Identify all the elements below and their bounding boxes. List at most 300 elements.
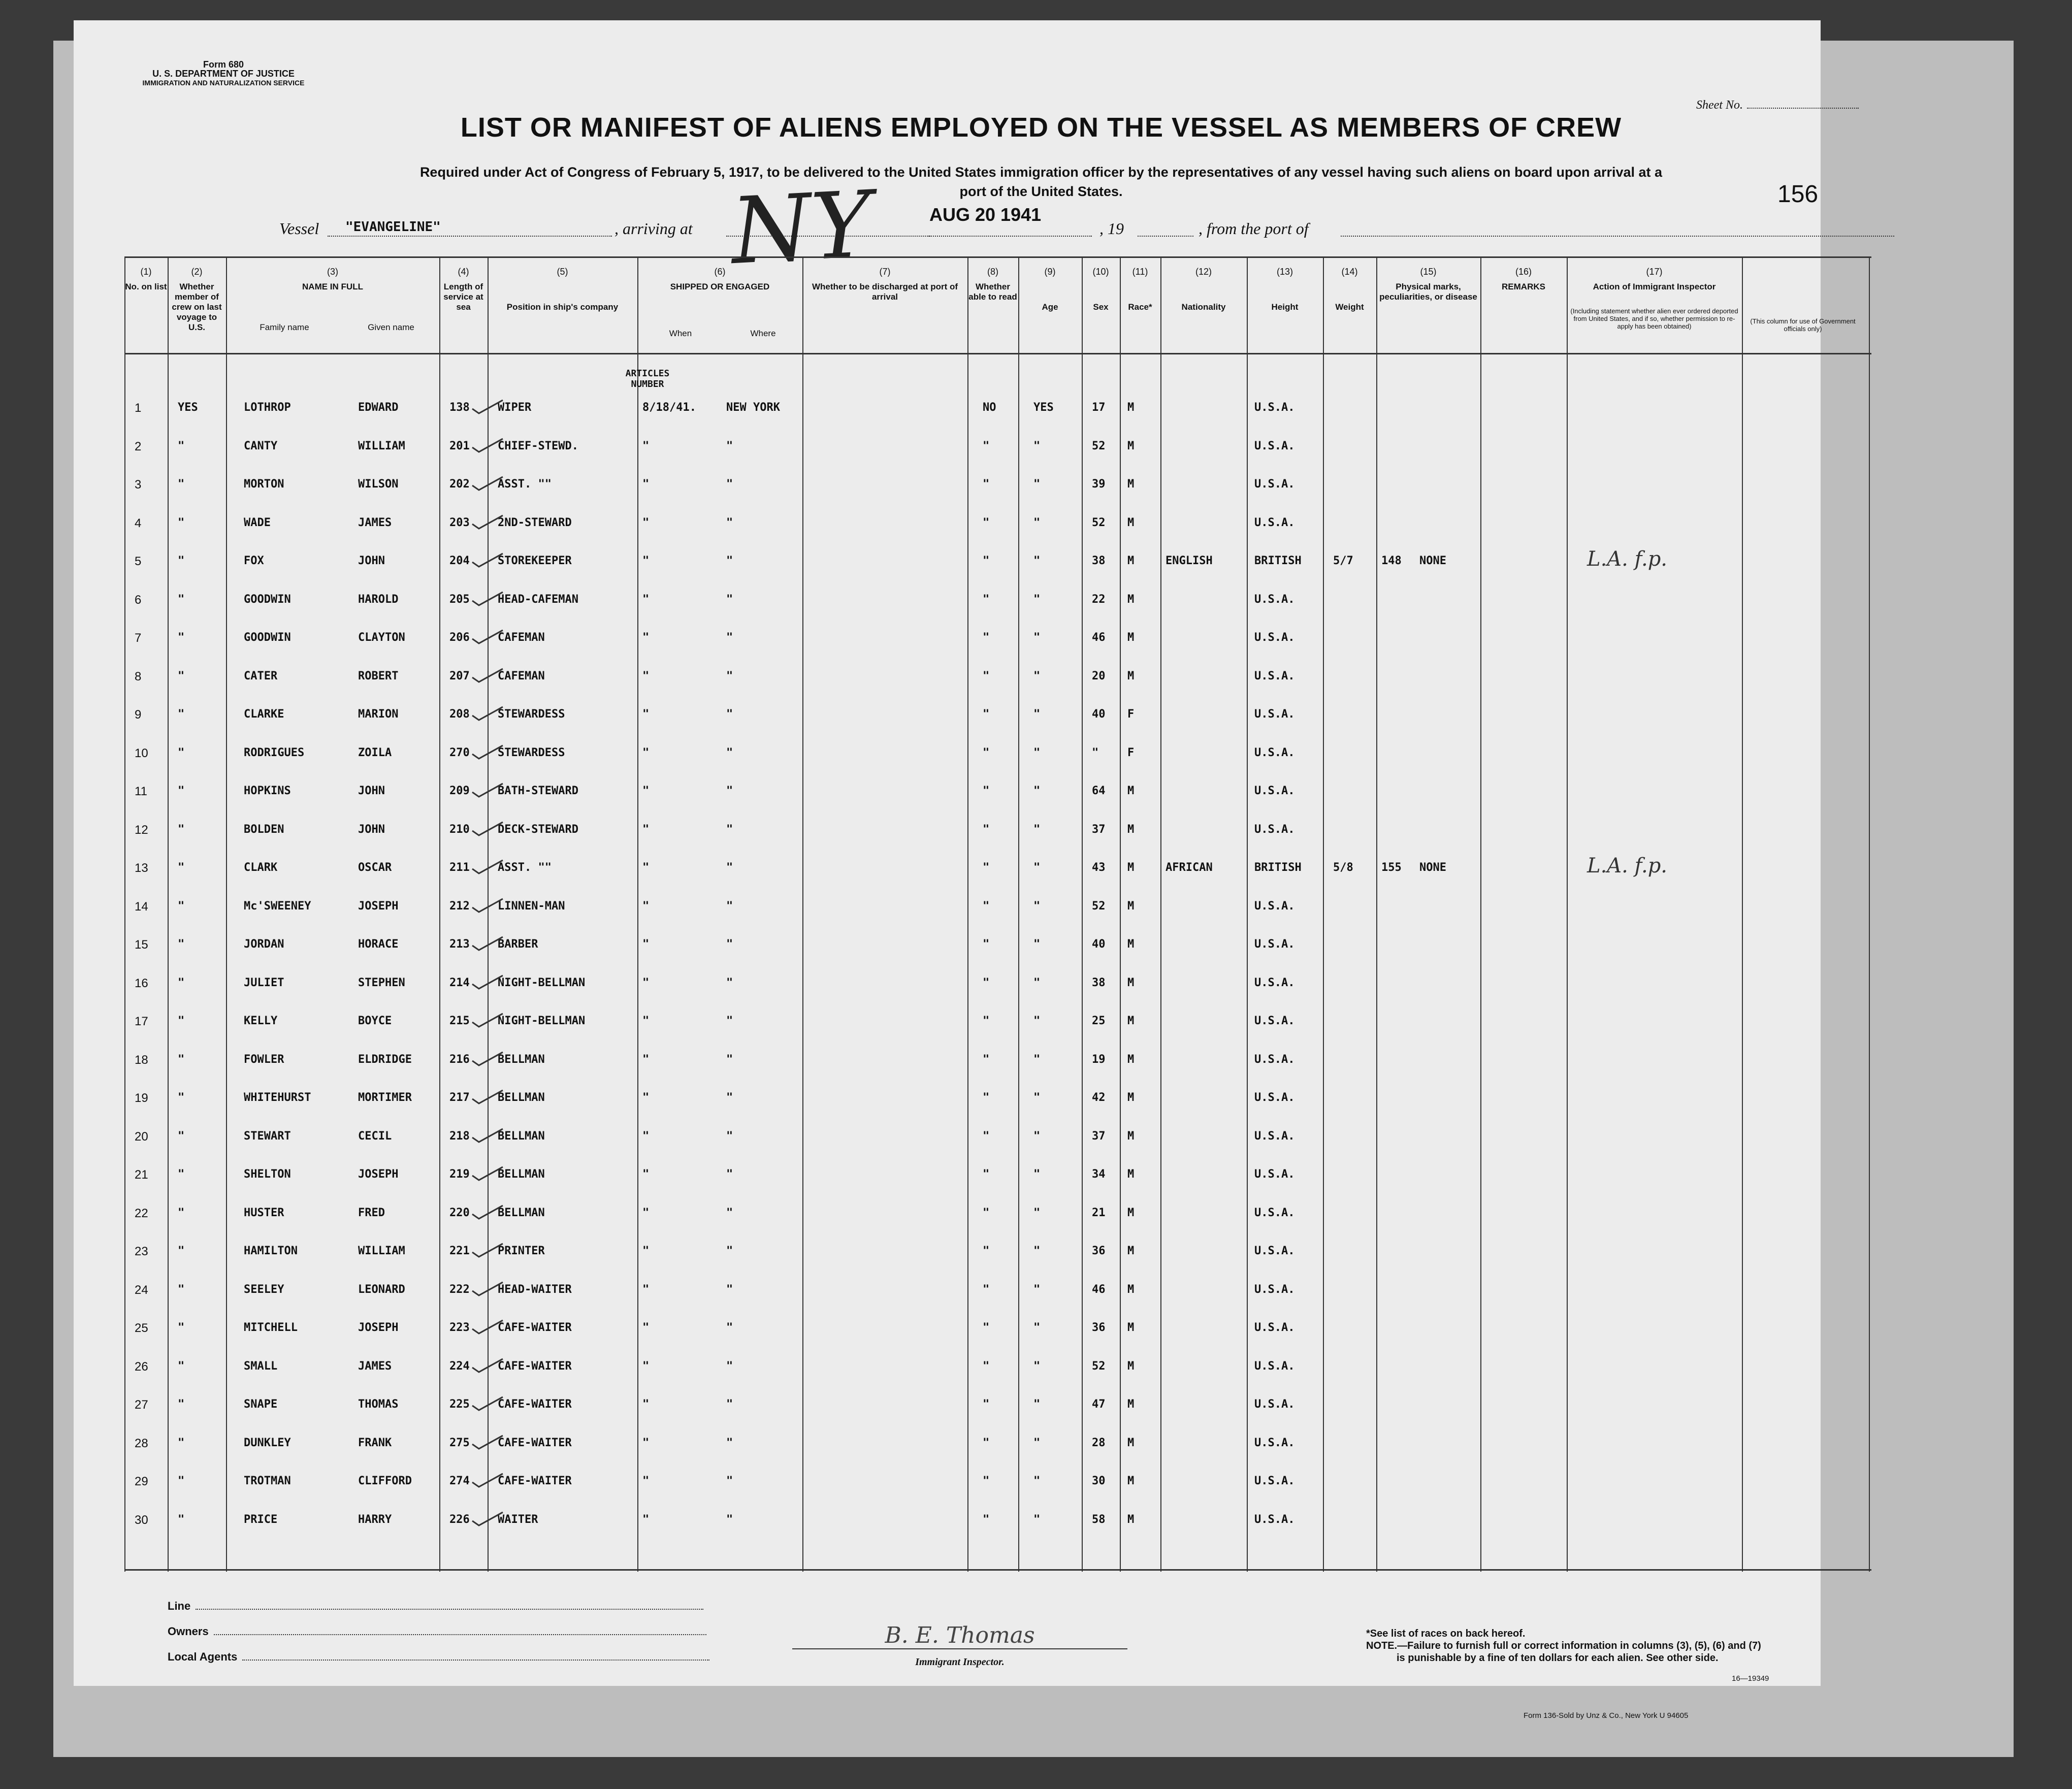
row-where: " (726, 1321, 733, 1334)
row-disch: " (983, 516, 990, 529)
vessel-label: Vessel (279, 219, 319, 238)
row-prev: " (178, 899, 185, 913)
row-read: " (1033, 746, 1041, 759)
row-disch: " (983, 708, 990, 721)
row-read: " (1033, 439, 1041, 452)
row-family: KELLY (244, 1015, 278, 1027)
row-disch: " (983, 669, 990, 682)
row-service: 205 (449, 593, 470, 606)
row-where: " (726, 1129, 733, 1143)
row-given: ELDRIDGE (358, 1053, 412, 1066)
row-service: 224 (449, 1359, 470, 1373)
row-given: JOSEPH (358, 899, 399, 913)
row-nat: BRITISH (1254, 555, 1302, 567)
check-mark (470, 1010, 505, 1030)
check-mark (470, 1508, 505, 1528)
row-sex: M (1127, 516, 1135, 529)
column-number: (6) (714, 267, 726, 277)
row-read: " (1033, 593, 1041, 606)
row-sex: M (1127, 1091, 1135, 1104)
row-service: 220 (449, 1206, 470, 1219)
given-name-header: Given name (368, 322, 414, 332)
row-read: " (1033, 1091, 1041, 1104)
agents-field (168, 1650, 709, 1664)
row-marks: NONE (1419, 555, 1446, 567)
row-age: 37 (1092, 1129, 1106, 1143)
service: IMMIGRATION AND NATURALIZATION SERVICE (142, 79, 305, 87)
row-prev: " (178, 516, 185, 529)
row-when: " (642, 899, 650, 913)
row-given: JOSEPH (358, 1321, 399, 1334)
row-no: 12 (135, 823, 148, 837)
row-where: " (726, 516, 733, 529)
row-given: JOHN (358, 823, 385, 836)
row-when: " (642, 593, 650, 606)
row-given: HAROLD (358, 593, 399, 606)
row-disch: " (983, 1513, 990, 1526)
row-age: 38 (1092, 555, 1106, 567)
row-sex: M (1127, 785, 1135, 797)
row-position: STEWARDESS (498, 746, 565, 759)
row-nat: U.S.A. (1254, 1283, 1295, 1296)
row-prev: " (178, 555, 185, 567)
row-nat: U.S.A. (1254, 1053, 1295, 1066)
check-mark (470, 895, 505, 915)
row-prev: " (178, 1513, 185, 1526)
row-given: BOYCE (358, 1015, 392, 1027)
row-no: 23 (135, 1245, 148, 1258)
row-prev: " (178, 1168, 185, 1181)
row-nat: U.S.A. (1254, 1091, 1295, 1104)
row-prev: " (178, 1475, 185, 1487)
column-number: (12) (1195, 267, 1212, 277)
row-read: " (1033, 938, 1041, 951)
row-disch: " (983, 1245, 990, 1257)
column-number: (10) (1092, 267, 1109, 277)
row-where: " (726, 938, 733, 951)
column-header: Whether member of crew on last voyage to U.S. (172, 282, 222, 332)
column-header: Action of Immigrant Inspector (1593, 282, 1716, 291)
row-no: 29 (135, 1475, 148, 1488)
row-weight: 148 (1381, 555, 1402, 567)
row-read: " (1033, 1245, 1041, 1257)
row-position: HEAD-WAITER (498, 1283, 572, 1296)
row-position: NIGHT-BELLMAN (498, 1015, 586, 1027)
row-position: BELLMAN (498, 1129, 545, 1143)
row-nat: U.S.A. (1254, 631, 1295, 644)
row-read: " (1033, 1283, 1041, 1296)
row-disch: " (983, 1283, 990, 1296)
row-no: 21 (135, 1168, 148, 1182)
column-number: (5) (557, 267, 568, 277)
row-position: ASST. "" (498, 478, 552, 491)
row-position: CAFE-WAITER (498, 1398, 572, 1411)
row-when: " (642, 1091, 650, 1104)
row-prev: " (178, 785, 185, 797)
row-age: 42 (1092, 1091, 1106, 1104)
row-service: 215 (449, 1015, 470, 1027)
owners-label: Owners (168, 1625, 209, 1638)
row-age: 25 (1092, 1015, 1106, 1027)
column-number: (1) (140, 267, 152, 277)
row-disch: " (983, 746, 990, 759)
when-header: When (669, 329, 692, 338)
row-read: " (1033, 555, 1041, 567)
row-sex: M (1127, 938, 1135, 951)
check-mark (470, 1048, 505, 1068)
row-nat: U.S.A. (1254, 593, 1295, 606)
row-read: " (1033, 823, 1041, 836)
row-given: MORTIMER (358, 1091, 412, 1104)
check-mark (470, 1086, 505, 1107)
column-number: (4) (458, 267, 469, 277)
penalty-note-2: is punishable by a fine of ten dollars for each alien. See other side. (1397, 1652, 1719, 1664)
check-mark (470, 971, 505, 992)
row-position: BELLMAN (498, 1168, 545, 1181)
row-read: " (1033, 1206, 1041, 1219)
row-family: LOTHROP (244, 401, 291, 414)
row-family: MITCHELL (244, 1321, 298, 1334)
row-family: RODRIGUES (244, 746, 305, 759)
row-age: 36 (1092, 1245, 1106, 1257)
row-no: 30 (135, 1513, 148, 1527)
row-given: THOMAS (358, 1398, 399, 1411)
row-family: WHITEHURST (244, 1091, 311, 1104)
row-age: 52 (1092, 516, 1106, 529)
row-sex: M (1127, 1015, 1135, 1027)
row-disch: " (983, 1091, 990, 1104)
row-read: " (1033, 1015, 1041, 1027)
row-age: 36 (1092, 1321, 1106, 1334)
row-when: 8/18/41. (642, 401, 696, 414)
row-disch: " (983, 1206, 990, 1219)
column-header: No. on list (125, 282, 167, 291)
form-number: Form 680 (203, 59, 244, 70)
row-age: 20 (1092, 669, 1106, 682)
check-mark (470, 779, 505, 800)
row-nat: U.S.A. (1254, 439, 1295, 452)
row-no: 10 (135, 746, 148, 760)
row-disch: " (983, 1129, 990, 1143)
row-position: CAFE-WAITER (498, 1359, 572, 1373)
row-disch: " (983, 785, 990, 797)
row-where: " (726, 669, 733, 682)
row-given: JAMES (358, 516, 392, 529)
row-sex: M (1127, 669, 1135, 682)
printer-credit: Form 136-Sold by Unz & Co., New York U 94605 (1524, 1711, 1689, 1720)
row-read: " (1033, 708, 1041, 721)
column-header: Nationality (1181, 302, 1226, 312)
row-no: 8 (135, 669, 142, 684)
row-disch: " (983, 938, 990, 951)
check-mark (470, 396, 505, 416)
row-service: 212 (449, 899, 470, 913)
row-when: " (642, 1129, 650, 1143)
row-family: SMALL (244, 1359, 278, 1373)
row-age: 58 (1092, 1513, 1106, 1526)
row-when: " (642, 516, 650, 529)
row-when: " (642, 555, 650, 567)
row-when: " (642, 1359, 650, 1373)
row-disch: " (983, 478, 990, 491)
row-position: STOREKEEPER (498, 555, 572, 567)
row-where: " (726, 1436, 733, 1449)
row-position: WIPER (498, 401, 532, 414)
row-height: 5/7 (1333, 555, 1353, 567)
row-family: CLARKE (244, 708, 284, 721)
column-header: REMARKS (1502, 282, 1545, 291)
subtitle-line-1: Required under Act of Congress of February 5, 1917, to be delivered to the United States immigration officer by the representatives of any vessel having such aliens on board upon arrival at a (419, 165, 1663, 180)
row-family: PRICE (244, 1513, 278, 1526)
races-note: *See list of races on back hereof. (1366, 1628, 1526, 1639)
row-age: 28 (1092, 1436, 1106, 1449)
row-family: TROTMAN (244, 1475, 291, 1487)
row-nat: U.S.A. (1254, 708, 1295, 721)
row-position: LINNEN-MAN (498, 899, 565, 913)
column-header: Age (1042, 302, 1058, 312)
row-read: " (1033, 785, 1041, 797)
row-given: JOHN (358, 785, 385, 797)
row-no: 15 (135, 938, 148, 952)
row-read: " (1033, 1129, 1041, 1143)
row-prev: " (178, 976, 185, 989)
column-number: (7) (879, 267, 891, 277)
row-no: 14 (135, 899, 148, 914)
row-service: 201 (449, 439, 470, 452)
row-family: FOX (244, 555, 264, 567)
column-number: (14) (1341, 267, 1358, 277)
column-header: Position in ship's company (506, 302, 619, 312)
row-position: ASST. "" (498, 861, 552, 874)
arriving-label: , arriving at (614, 219, 693, 238)
row-prev: " (178, 1359, 185, 1373)
row-where: NEW YORK (726, 401, 780, 414)
row-read: " (1033, 631, 1041, 644)
row-service: 208 (449, 708, 470, 721)
row-where: " (726, 1283, 733, 1296)
row-prev: " (178, 478, 185, 491)
row-sex: M (1127, 439, 1135, 452)
row-read: " (1033, 1475, 1041, 1487)
row-prev: " (178, 1129, 185, 1143)
row-service: 217 (449, 1091, 470, 1104)
row-sex: M (1127, 1206, 1135, 1219)
row-service: 275 (449, 1436, 470, 1449)
row-nat: U.S.A. (1254, 746, 1295, 759)
row-age: " (1092, 746, 1099, 759)
row-position: BELLMAN (498, 1091, 545, 1104)
check-mark (470, 435, 505, 455)
row-age: 22 (1092, 593, 1106, 606)
row-family: SEELEY (244, 1283, 284, 1296)
column-header: Whether able to read (968, 282, 1017, 302)
form-header (140, 60, 307, 87)
row-no: 9 (135, 708, 142, 722)
row-family: JORDAN (244, 938, 284, 951)
row-given: JOSEPH (358, 1168, 399, 1181)
check-mark (470, 933, 505, 953)
row-age: 46 (1092, 1283, 1106, 1296)
row-when: " (642, 478, 650, 491)
row-when: " (642, 976, 650, 989)
row-family: JULIET (244, 976, 284, 989)
row-service: 213 (449, 938, 470, 951)
row-remarks: L.A. f.p. (1587, 854, 1668, 877)
row-position: CAFEMAN (498, 631, 545, 644)
row-family: WADE (244, 516, 271, 529)
from-port-label: , from the port of (1199, 219, 1309, 238)
row-prev: " (178, 1015, 185, 1027)
form-code: 16—19349 (1732, 1674, 1769, 1683)
row-sex: M (1127, 1129, 1135, 1143)
row-given: OSCAR (358, 861, 392, 874)
row-age: 40 (1092, 708, 1106, 721)
column-header: Race* (1128, 302, 1152, 312)
row-service: 223 (449, 1321, 470, 1334)
row-where: " (726, 439, 733, 452)
row-no: 1 (135, 401, 142, 415)
row-position: BARBER (498, 938, 538, 951)
row-read: " (1033, 1359, 1041, 1373)
check-mark (470, 626, 505, 646)
row-when: " (642, 746, 650, 759)
row-no: 26 (135, 1359, 148, 1374)
row-family: BOLDEN (244, 823, 284, 836)
row-prev: " (178, 593, 185, 606)
check-mark (470, 1201, 505, 1222)
row-read: " (1033, 1053, 1041, 1066)
row-prev: " (178, 1436, 185, 1449)
row-family: Mc'SWEENEY (244, 899, 311, 913)
row-nat: U.S.A. (1254, 785, 1295, 797)
row-nat: U.S.A. (1254, 1321, 1295, 1334)
row-weight: 155 (1381, 861, 1402, 874)
row-position: BELLMAN (498, 1206, 545, 1219)
row-family: CLARK (244, 861, 278, 874)
row-no: 27 (135, 1398, 148, 1412)
row-age: 52 (1092, 1359, 1106, 1373)
row-where: " (726, 1168, 733, 1181)
row-given: WILSON (358, 478, 399, 491)
check-mark (470, 1163, 505, 1183)
row-prev: " (178, 1206, 185, 1219)
row-service: 206 (449, 631, 470, 644)
row-where: " (726, 1359, 733, 1373)
row-nat: BRITISH (1254, 861, 1302, 874)
row-service: 274 (449, 1475, 470, 1487)
row-when: " (642, 708, 650, 721)
column-number: (16) (1515, 267, 1532, 277)
column-header: Weight (1335, 302, 1364, 312)
row-read: YES (1033, 401, 1054, 414)
row-given: CLIFFORD (358, 1475, 412, 1487)
row-age: 39 (1092, 478, 1106, 491)
row-when: " (642, 1436, 650, 1449)
row-where: " (726, 1513, 733, 1526)
column-header: Whether to be discharged at port of arrival (812, 282, 958, 302)
column-number: (11) (1132, 267, 1148, 277)
row-service: 221 (449, 1245, 470, 1257)
row-service: 207 (449, 669, 470, 682)
column-number: (15) (1420, 267, 1437, 277)
department: U. S. DEPARTMENT OF JUSTICE (152, 69, 295, 79)
row-family: HUSTER (244, 1206, 284, 1219)
check-mark (470, 588, 505, 608)
handwritten-port: NY (728, 171, 875, 285)
row-disch: " (983, 976, 990, 989)
row-when: " (642, 1206, 650, 1219)
row-when: " (642, 1475, 650, 1487)
row-remarks: L.A. f.p. (1587, 547, 1668, 571)
check-mark (470, 1470, 505, 1490)
inspector-signature: B. E. Thomas (792, 1622, 1127, 1649)
vessel-name: "EVANGELINE" (345, 219, 441, 235)
row-sex: F (1127, 708, 1135, 721)
row-where: " (726, 1398, 733, 1411)
penalty-note: NOTE.—Failure to furnish full or correct information in columns (3), (5), (6) and (7) (1366, 1640, 1761, 1651)
family-name-header: Family name (260, 322, 309, 332)
row-when: " (642, 631, 650, 644)
row-no: 5 (135, 555, 142, 568)
column-number: (8) (987, 267, 998, 277)
remarks-note: (Including statement whether alien ever ordered deported from United States, and if so, whether permission to re-apply has been obtained) (1570, 307, 1738, 330)
row-when: " (642, 669, 650, 682)
row-given: EDWARD (358, 401, 399, 414)
row-family: SHELTON (244, 1168, 291, 1181)
row-no: 2 (135, 439, 142, 453)
row-family: STEWART (244, 1129, 291, 1143)
check-mark (470, 1393, 505, 1413)
row-prev: " (178, 1245, 185, 1257)
row-disch: " (983, 899, 990, 913)
row-marks: NONE (1419, 861, 1446, 874)
row-sex: M (1127, 861, 1135, 874)
row-no: 13 (135, 861, 148, 875)
articles-number-label: ARTICLES NUMBER (625, 368, 670, 389)
check-mark (470, 741, 505, 762)
row-service: 216 (449, 1053, 470, 1066)
row-where: " (726, 631, 733, 644)
row-family: DUNKLEY (244, 1436, 291, 1449)
row-nat: U.S.A. (1254, 899, 1295, 913)
check-mark (470, 1278, 505, 1298)
check-mark (470, 1432, 505, 1452)
row-nat: U.S.A. (1254, 1475, 1295, 1487)
row-where: " (726, 1053, 733, 1066)
row-service: 203 (449, 516, 470, 529)
row-disch: " (983, 823, 990, 836)
check-mark (470, 1316, 505, 1337)
row-service: 211 (449, 861, 470, 874)
row-given: ZOILA (358, 746, 392, 759)
row-no: 22 (135, 1206, 148, 1220)
row-service: 214 (449, 976, 470, 989)
row-disch: " (983, 1168, 990, 1181)
row-when: " (642, 1168, 650, 1181)
owners-field (168, 1625, 706, 1638)
sheet-number (1696, 99, 1859, 112)
column-header: Sex (1093, 302, 1109, 312)
row-sex: M (1127, 1359, 1135, 1373)
row-service: 219 (449, 1168, 470, 1181)
row-where: " (726, 746, 733, 759)
row-position: BELLMAN (498, 1053, 545, 1066)
row-sex: M (1127, 1168, 1135, 1181)
row-sex: M (1127, 1475, 1135, 1487)
row-disch: " (983, 1053, 990, 1066)
row-no: 16 (135, 976, 148, 990)
row-where: " (726, 593, 733, 606)
